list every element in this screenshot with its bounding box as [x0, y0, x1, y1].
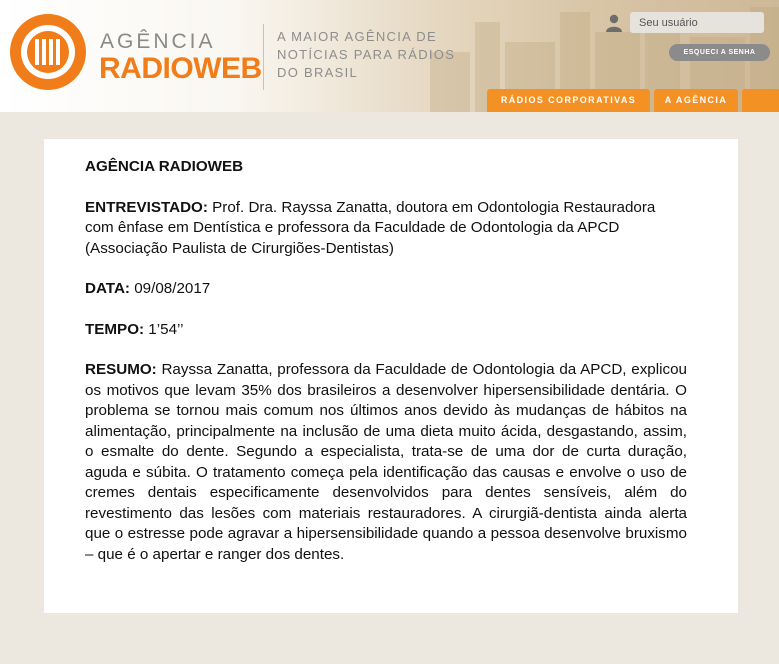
tab-overflow[interactable] — [742, 89, 779, 112]
brand-tagline — [277, 28, 477, 82]
username-input[interactable] — [630, 12, 764, 33]
tagline-line: A MAIOR AGÊNCIA DE — [277, 29, 437, 44]
date-value: 09/08/2017 — [134, 280, 211, 297]
article-heading: AGÊNCIA RADIOWEB — [85, 158, 244, 175]
tagline-line: DO BRASIL — [277, 65, 359, 80]
tab-a-agencia[interactable]: A AGÊNCIA — [654, 89, 738, 112]
date-paragraph — [85, 279, 687, 300]
interviewee-value: Prof. Dra. Rayssa Zanatta, doutora em Odontologia Restauradora com ênfase em Dentística e professora da Faculdade de Odontologia da APCD (Associação Paulista de Cirurgiões-Dentistas) — [85, 198, 656, 257]
time-label: TEMPO: — [85, 320, 145, 338]
brand-divider — [263, 24, 264, 90]
brand-name-main[interactable]: RADIOWEB — [99, 52, 262, 85]
radio-logo-icon[interactable] — [8, 12, 88, 92]
time-value: 1’54’’ — [148, 320, 184, 338]
forgot-password-button[interactable]: ESQUECI A SENHA — [669, 44, 770, 61]
time-paragraph — [85, 320, 687, 341]
user-icon — [606, 14, 622, 32]
brand-name-top: AGÊNCIA — [100, 30, 216, 53]
article-body — [85, 157, 687, 585]
interviewee-paragraph — [85, 198, 687, 260]
site-header — [0, 0, 779, 112]
tab-radios-corporativas[interactable]: RÁDIOS CORPORATIVAS — [487, 89, 650, 112]
article-panel — [44, 139, 738, 613]
date-label: DATA: — [85, 280, 130, 297]
tagline-line: NOTÍCIAS PARA RÁDIOS — [277, 47, 456, 62]
interviewee-label: ENTREVISTADO: — [85, 198, 208, 216]
summary-value: Rayssa Zanatta, professora da Faculdade de Odontologia da APCD, explicou os motivos que levam 35% dos brasileiros a desenvolver hipersensibilidade dentária. O problema se tornou mais comum nos últimos anos devido às mudanças de hábitos na alimentação, principalmente na inclusão de uma dieta muito ácida, desgastando, assim, o esmalte do dente. Segundo a especialista, trata-se de uma dor de curta duração, aguda e súbita. O tratamento começa pela identificação das causas e envolve o uso de cremes dentais especificamente desenvolvidos para dentes sensíveis, além do revestimento das lesões com materiais restauradores. A cirurgiã-dentista ainda alerta que o estresse pode agravar a hipersensibilidade quando a pessoa desenvolve bruxismo – que é o apertar e ranger dos dentes. — [85, 361, 687, 563]
summary-label: RESUMO: — [85, 361, 157, 378]
summary-paragraph — [85, 360, 687, 565]
